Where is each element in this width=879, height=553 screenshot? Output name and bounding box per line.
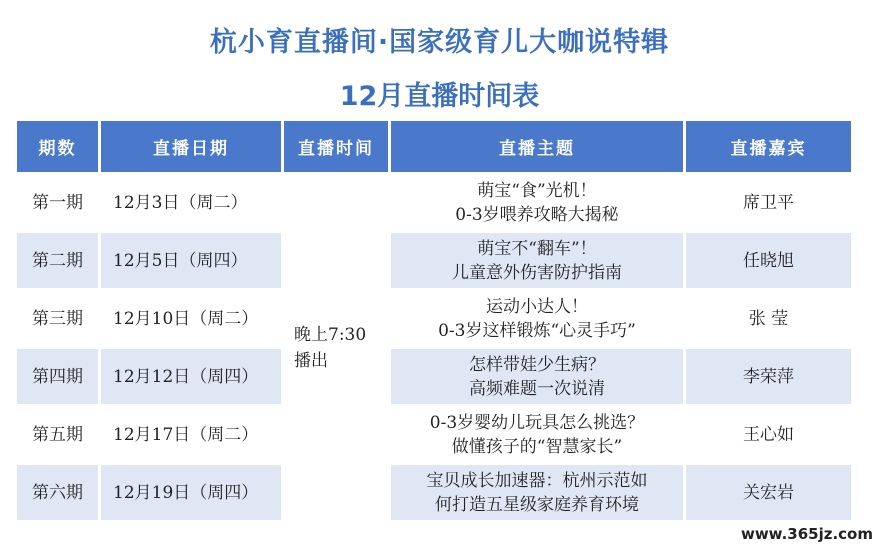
topic-cell xyxy=(391,349,683,404)
guest-cell: 王心如 xyxy=(686,407,851,462)
issue-cell: 第四期 xyxy=(17,349,98,404)
guest-cell: 李荣萍 xyxy=(686,349,851,404)
date-cell: 12月19日（周四） xyxy=(101,465,281,520)
topic-line-1: 萌宝不“翻车”！ xyxy=(477,238,597,259)
date-cell: 12月12日（周四） xyxy=(101,349,281,404)
table-row xyxy=(17,465,851,520)
column-header-date: 直播日期 xyxy=(101,121,281,172)
time-line-1: 晚上7:30 xyxy=(294,324,367,345)
topic-line-2: 做懂孩子的“智慧家长” xyxy=(451,436,623,457)
time-cell xyxy=(284,175,388,520)
column-header-time: 直播时间 xyxy=(284,121,388,172)
topic-cell xyxy=(391,233,683,288)
time-line-2: 播出 xyxy=(294,350,328,371)
date-cell: 12月3日（周二） xyxy=(101,175,281,230)
date-cell: 12月10日（周二） xyxy=(101,291,281,346)
column-header-issue: 期数 xyxy=(17,121,98,172)
topic-line-1: 怎样带娃少生病？ xyxy=(469,354,605,375)
topic-line-2: 儿童意外伤害防护指南 xyxy=(452,262,622,283)
guest-cell: 关宏岩 xyxy=(686,465,851,520)
issue-cell: 第一期 xyxy=(17,175,98,230)
topic-cell xyxy=(391,291,683,346)
topic-line-1: 宝贝成长加速器：杭州示范如 xyxy=(426,470,648,491)
table-row xyxy=(17,175,851,230)
column-header-topic: 直播主题 xyxy=(391,121,683,172)
topic-cell xyxy=(391,175,683,230)
schedule-table xyxy=(14,118,854,523)
table-row xyxy=(17,291,851,346)
guest-cell: 任晓旭 xyxy=(686,233,851,288)
topic-line-1: 0-3岁婴幼儿玩具怎么挑选？ xyxy=(429,412,645,433)
page-subtitle: 12月直播时间表 xyxy=(339,81,540,112)
table-header-row xyxy=(17,121,851,172)
date-cell: 12月17日（周二） xyxy=(101,407,281,462)
table-row xyxy=(17,349,851,404)
topic-cell xyxy=(391,465,683,520)
issue-cell: 第三期 xyxy=(17,291,98,346)
page-title: 杭小育直播间·国家级育儿大咖说特辑 xyxy=(209,27,670,58)
topic-line-2: 何打造五星级家庭养育环境 xyxy=(435,494,639,515)
column-header-guest: 直播嘉宾 xyxy=(686,121,851,172)
issue-cell: 第六期 xyxy=(17,465,98,520)
topic-line-2: 高频难题一次说清 xyxy=(469,378,605,399)
topic-cell xyxy=(391,407,683,462)
issue-cell: 第五期 xyxy=(17,407,98,462)
table-row xyxy=(17,233,851,288)
guest-cell: 席卫平 xyxy=(686,175,851,230)
table-row xyxy=(17,407,851,462)
topic-line-2: 0-3岁这样锻炼“心灵手巧” xyxy=(438,320,636,341)
guest-cell: 张 莹 xyxy=(686,291,851,346)
topic-line-1: 运动小达人！ xyxy=(486,296,588,317)
watermark: www.365jz.com xyxy=(740,525,873,543)
date-cell: 12月5日（周四） xyxy=(101,233,281,288)
topic-line-1: 萌宝“食”光机！ xyxy=(477,180,597,201)
issue-cell: 第二期 xyxy=(17,233,98,288)
topic-line-2: 0-3岁喂养攻略大揭秘 xyxy=(455,204,619,225)
